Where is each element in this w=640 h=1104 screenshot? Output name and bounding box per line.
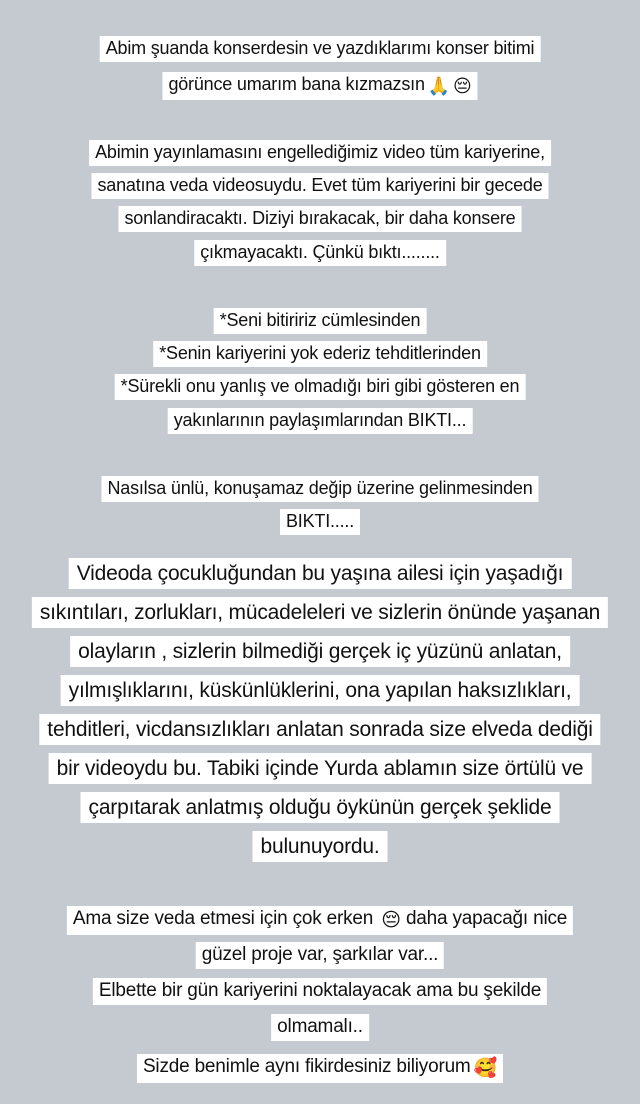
text-line: güzel proje var, şarkılar var... xyxy=(196,942,444,969)
text-line: sonlandiracaktı. Diziyi bırakacak, bir daha konsere xyxy=(119,206,522,232)
text-line: bulunuyordu. xyxy=(252,831,387,862)
text-line: Abim şuanda konserdesin ve yazdıklarımı konser bitimi xyxy=(100,36,541,62)
text-line: Abimin yayınlamasını engellediğimiz video tüm kariyerine, xyxy=(89,140,551,166)
text-line-content: Ama size veda etmesi için çok erken xyxy=(72,908,374,929)
text-line: *Sürekli onu yanlış ve olmadığı biri gibi gösteren en xyxy=(115,374,526,400)
text-line xyxy=(137,1054,503,1083)
smiling-face-with-hearts-emoji-icon: 🥰 xyxy=(473,1058,498,1079)
text-line: çarpıtarak anlatmış olduğu öykünün gerçek şeklide xyxy=(81,792,560,823)
pensive-face-emoji-icon: 😔 xyxy=(452,76,472,96)
text-line: olayların , sizlerin bilmediği gerçek iç yüzünü anlatan, xyxy=(70,636,570,667)
text-line: tehditleri, vicdansızlıkları anlatan sonrada size elveda dediği xyxy=(39,714,600,745)
text-line-content: görünce umarım bana kızmazsın xyxy=(168,74,425,94)
text-line: sıkıntıları, zorlukları, mücadeleleri ve sizlerin önünde yaşanan xyxy=(32,597,608,628)
text-line: çıkmayacaktı. Çünkü bıktı........ xyxy=(194,240,446,266)
text-line: Videoda çocukluğundan bu yaşına ailesi için yaşadığı xyxy=(69,558,572,589)
text-line: Nasılsa ünlü, konuşamaz değip üzerine gelinmesinden xyxy=(101,476,538,502)
text-line: *Senin kariyerini yok ederiz tehditlerinden xyxy=(153,341,487,367)
text-line: yılmışlıklarını, küskünlüklerini, ona yapılan haksızlıkları, xyxy=(61,675,580,706)
text-line: yakınlarının paylaşımlarından BIKTI... xyxy=(168,408,473,434)
text-line: bir videoydu bu. Tabiki içinde Yurda ablamın size örtülü ve xyxy=(49,753,592,784)
text-line: BIKTI..... xyxy=(280,509,360,535)
text-line-content: daha yapacağı nice xyxy=(405,908,568,929)
text-line xyxy=(67,906,573,935)
text-line: sanatına veda videosuydu. Evet tüm kariyerini bir gecede xyxy=(91,173,548,199)
text-line: *Seni bitiririz cümlesinden xyxy=(214,308,427,334)
text-line: Elbette bir gün kariyerini noktalayacak ama bu şekilde xyxy=(93,978,547,1005)
pensive-face-emoji-icon: 😔 xyxy=(381,910,401,931)
folded-hands-emoji-icon: 🙏 xyxy=(427,76,450,96)
text-line: olmamalı.. xyxy=(271,1014,369,1041)
text-line-content: Sizde benimle aynı fikirdesiniz biliyorum xyxy=(142,1056,471,1077)
text-line xyxy=(162,72,477,100)
